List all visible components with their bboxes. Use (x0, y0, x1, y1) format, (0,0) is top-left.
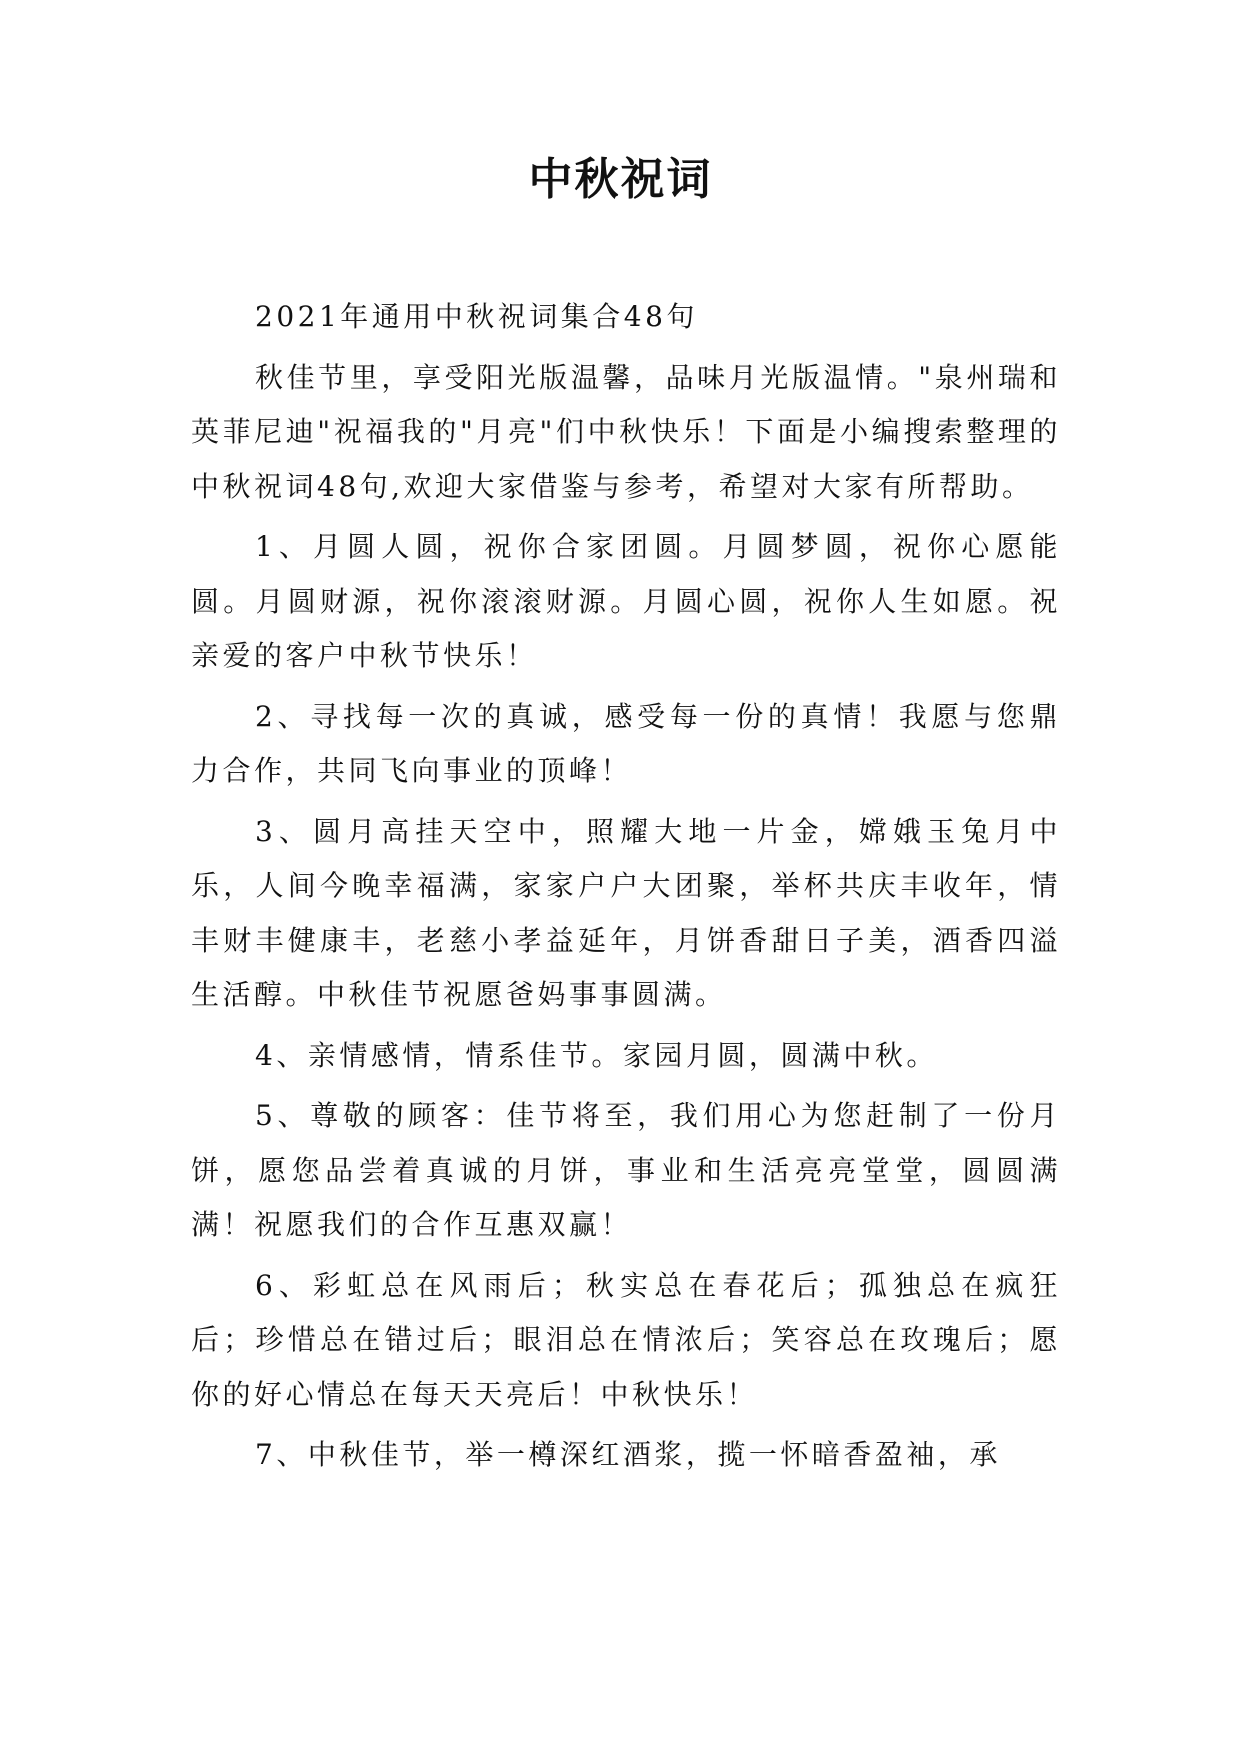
wish-item-4: 4、亲情感情，情系佳节。家园月圆，圆满中秋。 (255, 1038, 938, 1072)
wish-item-3: 3、圆月高挂天空中，照耀大地一片金，嫦娥玉兔月中乐，人间今晚幸福满，家家户户大团聚，举杯共庆丰收年，情丰财丰健康丰，老慈小孝益延年，月饼香甜日子美，酒香四溢生活醇。中秋佳节祝愿爸妈事事圆满。 (191, 814, 1061, 1011)
wish-item-1: 1、月圆人圆，祝你合家团圆。月圆梦圆，祝你心愿能圆。月圆财源，祝你滚滚财源。月圆心圆，祝你人生如愿。祝亲爱的客户中秋节快乐！ (191, 530, 1061, 672)
wish-item-2: 2、寻找每一次的真诚，感受每一份的真情！我愿与您鼎力合作，共同飞向事业的顶峰！ (191, 699, 1061, 787)
intro-heading: 2021年通用中秋祝词集合48句 (255, 300, 698, 333)
wish-item-7: 7、中秋佳节，举一樽深红酒浆，揽一怀暗香盈袖，承 (255, 1438, 1001, 1471)
intro-paragraph: 秋佳节里，享受阳光版温馨，品味月光版温情。"泉州瑞和英菲尼迪"祝福我的"月亮"们中秋快乐！下面是小编搜索整理的中秋祝词48句,欢迎大家借鉴与参考，希望对大家有所帮助。 (191, 360, 1061, 503)
page-title: 中秋祝词 (528, 154, 713, 205)
wish-item-6: 6、彩虹总在风雨后；秋实总在春花后；孤独总在疯狂后；珍惜总在错过后；眼泪总在情浓后；笑容总在玫瑰后；愿你的好心情总在每天天亮后！中秋快乐！ (191, 1268, 1061, 1411)
wish-item-5: 5、尊敬的顾客：佳节将至，我们用心为您赶制了一份月饼，愿您品尝着真诚的月饼，事业和生活亮亮堂堂，圆圆满满！祝愿我们的合作互惠双赢！ (191, 1099, 1061, 1241)
document-body (191, 290, 1061, 1489)
